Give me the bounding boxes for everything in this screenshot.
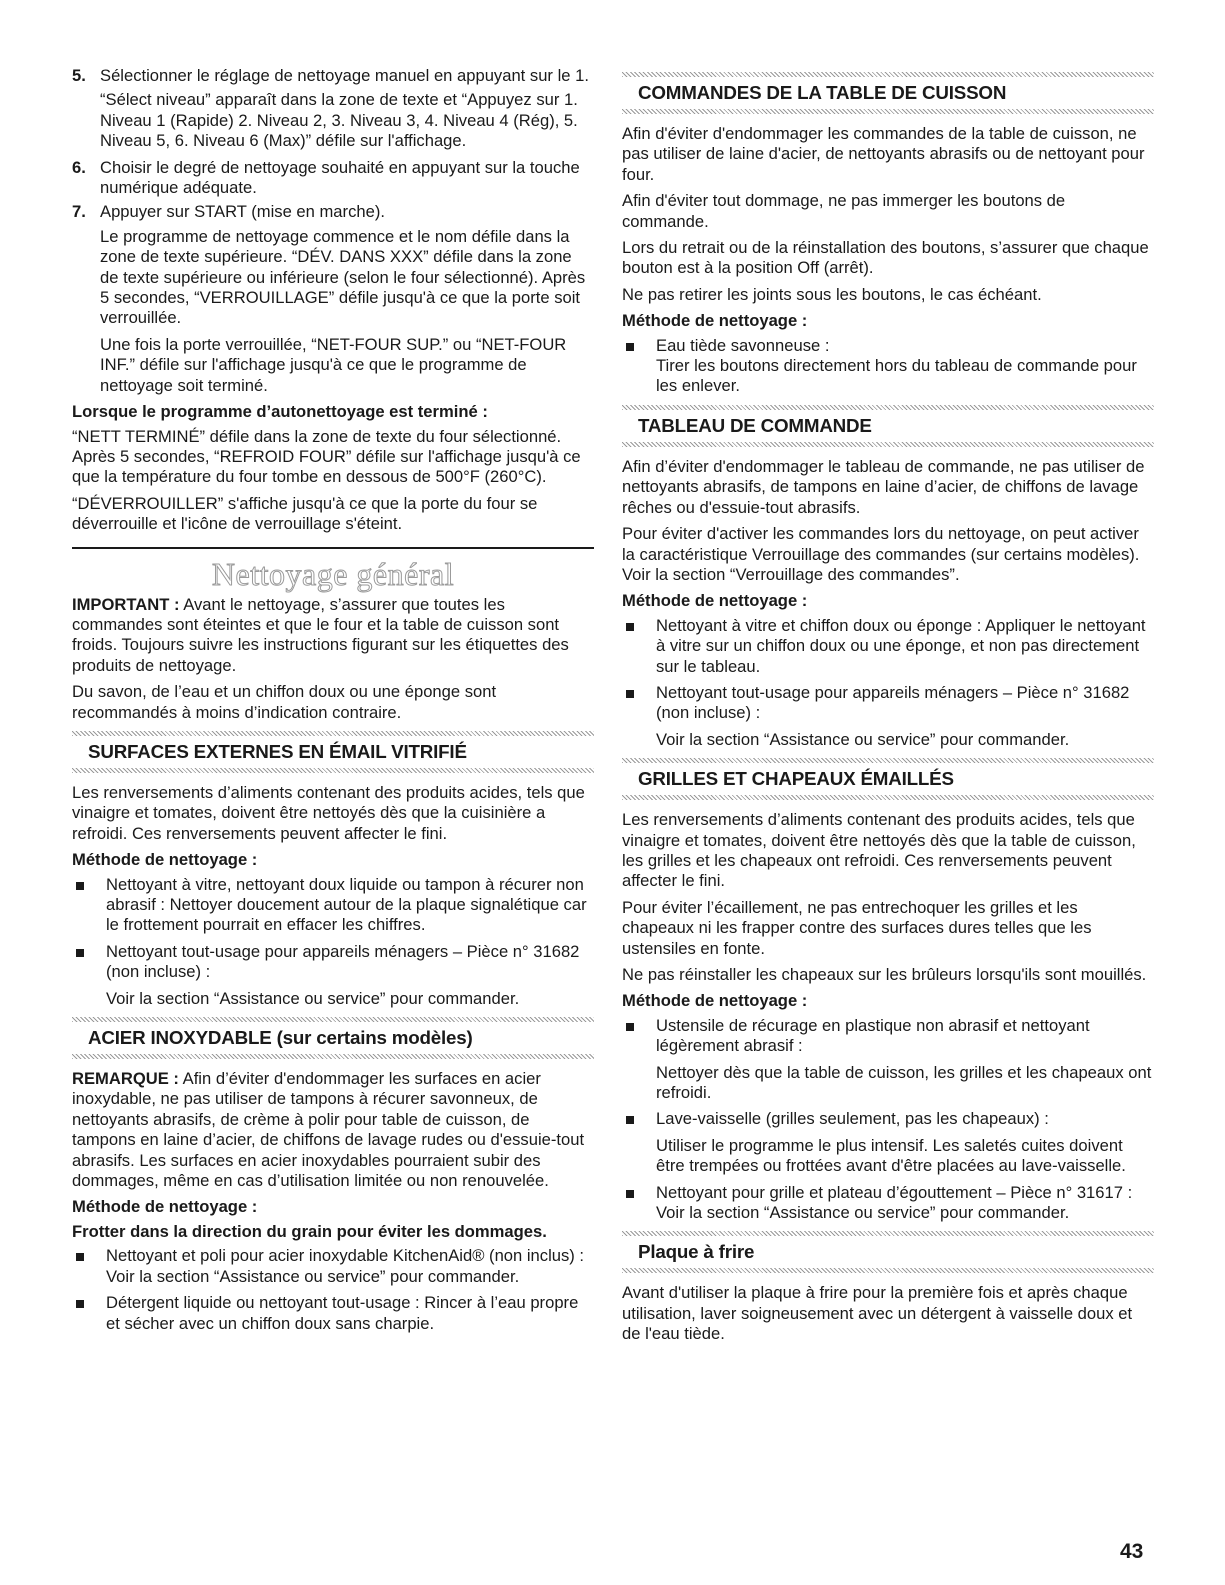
right-column [622, 66, 1154, 1351]
page-number: 43 [1120, 1540, 1144, 1563]
hatch-bar [622, 109, 1154, 114]
method-heading: Méthode de nettoyage : [72, 1197, 258, 1217]
hatch-bar [622, 795, 1154, 800]
grates-section-header [622, 758, 1154, 800]
method-heading: Méthode de nettoyage : [72, 850, 258, 870]
enamel-intro: Les renversements d’aliments contenant des produits acides, tels que vinaigre et tomates, doivent être nettoyés dès que la cuisinière a refroidi. Ces renversements peuvent affecter le fini. [72, 782, 585, 843]
important-text: Avant le nettoyage, s’assurer que toutes les commandes sont éteintes et que le four et la table de cuisson sont froids. Toujours suivre les instructions figurant sur les étiquettes des produits de nettoyage. [72, 594, 569, 675]
steel-remark [72, 1069, 594, 1191]
step-7-detail-1: Le programme de nettoyage commence et le nom défile dans la zone de texte supérieure. “DÉV. DANS XXX” défile dans la zone de texte supérieure ou inférieure (selon le four sélectionné). Après 5 secondes, “VERROUILLAGE” défile jusqu'à ce que la porte soit verrouillée. [100, 226, 586, 328]
step-5-detail: “Sélect niveau” apparaît dans la zone de texte et “Appuyez sur 1. Niveau 1 (Rapide) 2. Niveau 2, 3. Niveau 3, 4. Niveau 4 (Rég), 5. Niveau 5, 6. Niveau 6 (Max)” défile sur l'affichage. [100, 90, 578, 151]
list-item-text: Nettoyant et poli pour acier inoxydable KitchenAid® (non inclus) : [106, 1246, 585, 1266]
hatch-bar [622, 1268, 1154, 1273]
bullet-square-icon [76, 949, 84, 957]
method-heading: Méthode de nettoyage : [622, 311, 808, 331]
cooktop-section-title: COMMANDES DE LA TABLE DE CUISSON [638, 82, 1007, 103]
griddle-text: Avant d'utiliser la plaque à frire pour la première fois et après chaque utilisation, laver soigneusement avec un détergent à vaisselle doux et de l'eau tiède. [622, 1283, 1133, 1344]
grates-text-3: Ne pas réinstaller les chapeaux sur les brûleurs lorsqu'ils sont mouillés. [622, 965, 1147, 984]
grain-instruction: Frotter dans la direction du grain pour éviter les dommages. [72, 1221, 547, 1241]
list-item-subtext: Voir la section “Assistance ou service” pour commander. [106, 1266, 520, 1286]
step-number: 5. [72, 66, 86, 85]
list-item [622, 336, 1154, 397]
step-text: Choisir le degré de nettoyage souhaité en appuyant sur la touche numérique adéquate. [100, 157, 580, 198]
list-item-continuation: Nettoyer dès que la table de cuisson, les grilles et les chapeaux ont refroidi. [656, 1062, 1152, 1103]
list-item-text: Nettoyant à vitre et chiffon doux ou éponge : Appliquer le nettoyant à vitre sur un chiffon doux ou une éponge, et non pas directement sur le tableau. [656, 615, 1146, 676]
step-7 [72, 202, 594, 222]
step-6 [72, 158, 594, 199]
section-divider [72, 547, 594, 549]
remark-label: REMARQUE : [72, 1069, 179, 1089]
list-item-subtext: Voir la section “Assistance ou service” pour commander. [656, 1203, 1070, 1223]
list-item-text: Nettoyant pour grille et plateau d’égouttement – Pièce n° 31617 : [656, 1182, 1133, 1202]
steel-section-title: ACIER INOXYDABLE (sur certains modèles) [88, 1027, 473, 1049]
cleaning-done-text-2: “DÉVERROUILLER” s'affiche jusqu'à ce que la porte du four se déverrouille et l'icône de verrouillage s'éteint. [72, 493, 538, 534]
bullet-square-icon [76, 882, 84, 890]
steel-section-header [72, 1017, 594, 1059]
bullet-square-icon [626, 1116, 634, 1124]
list-item-text: Eau tiède savonneuse : [656, 335, 830, 355]
list-item [72, 942, 594, 983]
griddle-section-header [622, 1231, 1154, 1273]
list-item [622, 1109, 1154, 1129]
remark-text: Afin d’éviter d'endommager les surfaces en acier inoxydable, ne pas utiliser de tampons à récurer savonneux, de nettoyants abrasifs, de crème à polir pour table de cuisson, de tampons en laine d’acier, de chiffons de lavage rudes ou d'essuie-tout abrasifs. Les surfaces en acier inoxydables pourraient subir des dommages, même en cas d’utilisation limitée ou non renouvelée. [72, 1069, 585, 1191]
list-item [622, 616, 1154, 677]
enamel-section-title: SURFACES EXTERNES EN ÉMAIL VITRIFIÉ [88, 740, 467, 762]
list-item-text: Détergent liquide ou nettoyant tout-usage : Rincer à l’eau propre et sécher avec un chiffon doux sans charpie. [106, 1293, 579, 1333]
step-number: 7. [72, 202, 86, 222]
soap-note: Du savon, de l’eau et un chiffon doux ou une éponge sont recommandés à moins d’indication contraire. [72, 682, 497, 722]
list-item [622, 1183, 1154, 1224]
bullet-square-icon [626, 1190, 634, 1198]
hatch-bar [622, 442, 1154, 447]
list-item [72, 875, 594, 936]
list-item-continuation: Voir la section “Assistance ou service” pour commander. [106, 988, 520, 1008]
general-cleaning-title: Nettoyage général [211, 555, 455, 592]
bullet-square-icon [626, 690, 634, 698]
step-number: 6. [72, 157, 86, 177]
cooktop-section-header [622, 72, 1154, 114]
panel-section-title: TABLEAU DE COMMANDE [638, 414, 872, 436]
cooktop-text-4: Ne pas retirer les joints sous les boutons, le cas échéant. [622, 284, 1042, 304]
step-5 [72, 66, 594, 86]
cooktop-text-2: Afin d'éviter tout dommage, ne pas immerger les boutons de commande. [622, 191, 1066, 231]
method-heading: Méthode de nettoyage : [622, 991, 808, 1011]
grates-section-title: GRILLES ET CHAPEAUX ÉMAILLÉS [638, 768, 954, 790]
hatch-bar [72, 1054, 594, 1059]
bullet-square-icon [76, 1300, 84, 1308]
hatch-bar [72, 768, 594, 773]
list-item-continuation: Utiliser le programme le plus intensif. Les saletés cuites doivent être trempées ou frottées avant d'être placées au lave-vaisselle. [656, 1135, 1126, 1176]
list-item [72, 1246, 594, 1287]
method-heading: Méthode de nettoyage : [622, 591, 808, 611]
list-item [72, 1293, 594, 1334]
cooktop-text-3: Lors du retrait ou de la réinstallation des boutons, s’assurer que chaque bouton est à la position Off (arrêt). [622, 238, 1149, 278]
step-7-detail-2: Une fois la porte verrouillée, “NET-FOUR SUP.” ou “NET-FOUR INF.” défile sur l'affichage jusqu'à ce que le programme de nettoyage soit terminé. [100, 334, 567, 395]
bullet-square-icon [76, 1253, 84, 1261]
enamel-section-header [72, 731, 594, 773]
list-item-text: Nettoyant tout-usage pour appareils ménagers – Pièce n° 31682 (non incluse) : [106, 941, 580, 982]
cooktop-text-1: Afin d'éviter d'endommager les commandes de la table de cuisson, ne pas utiliser de laine d'acier, de nettoyants abrasifs ou de nettoyant pour four. [622, 124, 1145, 184]
list-item-text: Nettoyant à vitre, nettoyant doux liquide ou tampon à récurer non abrasif : Nettoyer doucement autour de la plaque signalétique car le frottement pourrait en effacer les chiffres. [106, 874, 587, 935]
cleaning-done-text-1: “NETT TERMINÉ” défile dans la zone de texte du four sélectionné. Après 5 secondes, “REFROID FOUR” défile sur l'affichage jusqu'à ce que la température du four tombe en dessous de 500°F (260°C). [72, 426, 581, 487]
important-label: IMPORTANT : [72, 594, 180, 614]
list-item-continuation: Voir la section “Assistance ou service” pour commander. [656, 729, 1070, 749]
important-note [72, 595, 594, 677]
grates-text-1: Les renversements d’aliments contenant des produits acides, tels que vinaigre et tomates, doivent être nettoyés dès que la table de cuisson, les grilles et les chapeaux ont refroidi. Ces renversements peuvent affecter le fini. [622, 810, 1136, 891]
griddle-section-title: Plaque à frire [638, 1241, 755, 1263]
bullet-square-icon [626, 343, 634, 351]
step-text: Sélectionner le réglage de nettoyage manuel en appuyant sur le 1. [100, 66, 589, 85]
panel-section-header [622, 405, 1154, 447]
list-item-subtext: Tirer les boutons directement hors du tableau de commande pour les enlever. [656, 356, 1137, 396]
list-item-text: Ustensile de récurage en plastique non abrasif et nettoyant légèrement abrasif : [656, 1015, 1090, 1056]
cleaning-done-heading: Lorsque le programme d’autonettoyage est terminé : [72, 402, 488, 422]
panel-text-1: Afin d’éviter d'endommager le tableau de commande, ne pas utiliser de nettoyants abrasifs, de tampons en laine d’acier, de chiffons de lavage rêches ou d'essuie-tout abrasifs. [622, 456, 1145, 517]
list-item-text: Nettoyant tout-usage pour appareils ménagers – Pièce n° 31682 (non incluse) : [656, 682, 1130, 723]
grates-text-2: Pour éviter l’écaillement, ne pas entrechoquer les grilles et les chapeaux ni les frapper contre des surfaces dures telles que les ustensiles en fonte. [622, 897, 1092, 958]
list-item-text: Lave-vaisselle (grilles seulement, pas les chapeaux) : [656, 1109, 1049, 1129]
bullet-square-icon [626, 1023, 634, 1031]
bullet-square-icon [626, 623, 634, 631]
list-item [622, 1016, 1154, 1057]
list-item [622, 683, 1154, 724]
panel-text-2: Pour éviter d'activer les commandes lors du nettoyage, on peut activer la caractéristique Verrouillage des commandes (sur certains modèles). Voir la section “Verrouillage des commandes”. [622, 524, 1140, 584]
step-text: Appuyer sur START (mise en marche). [100, 202, 385, 222]
left-column [72, 66, 594, 1340]
